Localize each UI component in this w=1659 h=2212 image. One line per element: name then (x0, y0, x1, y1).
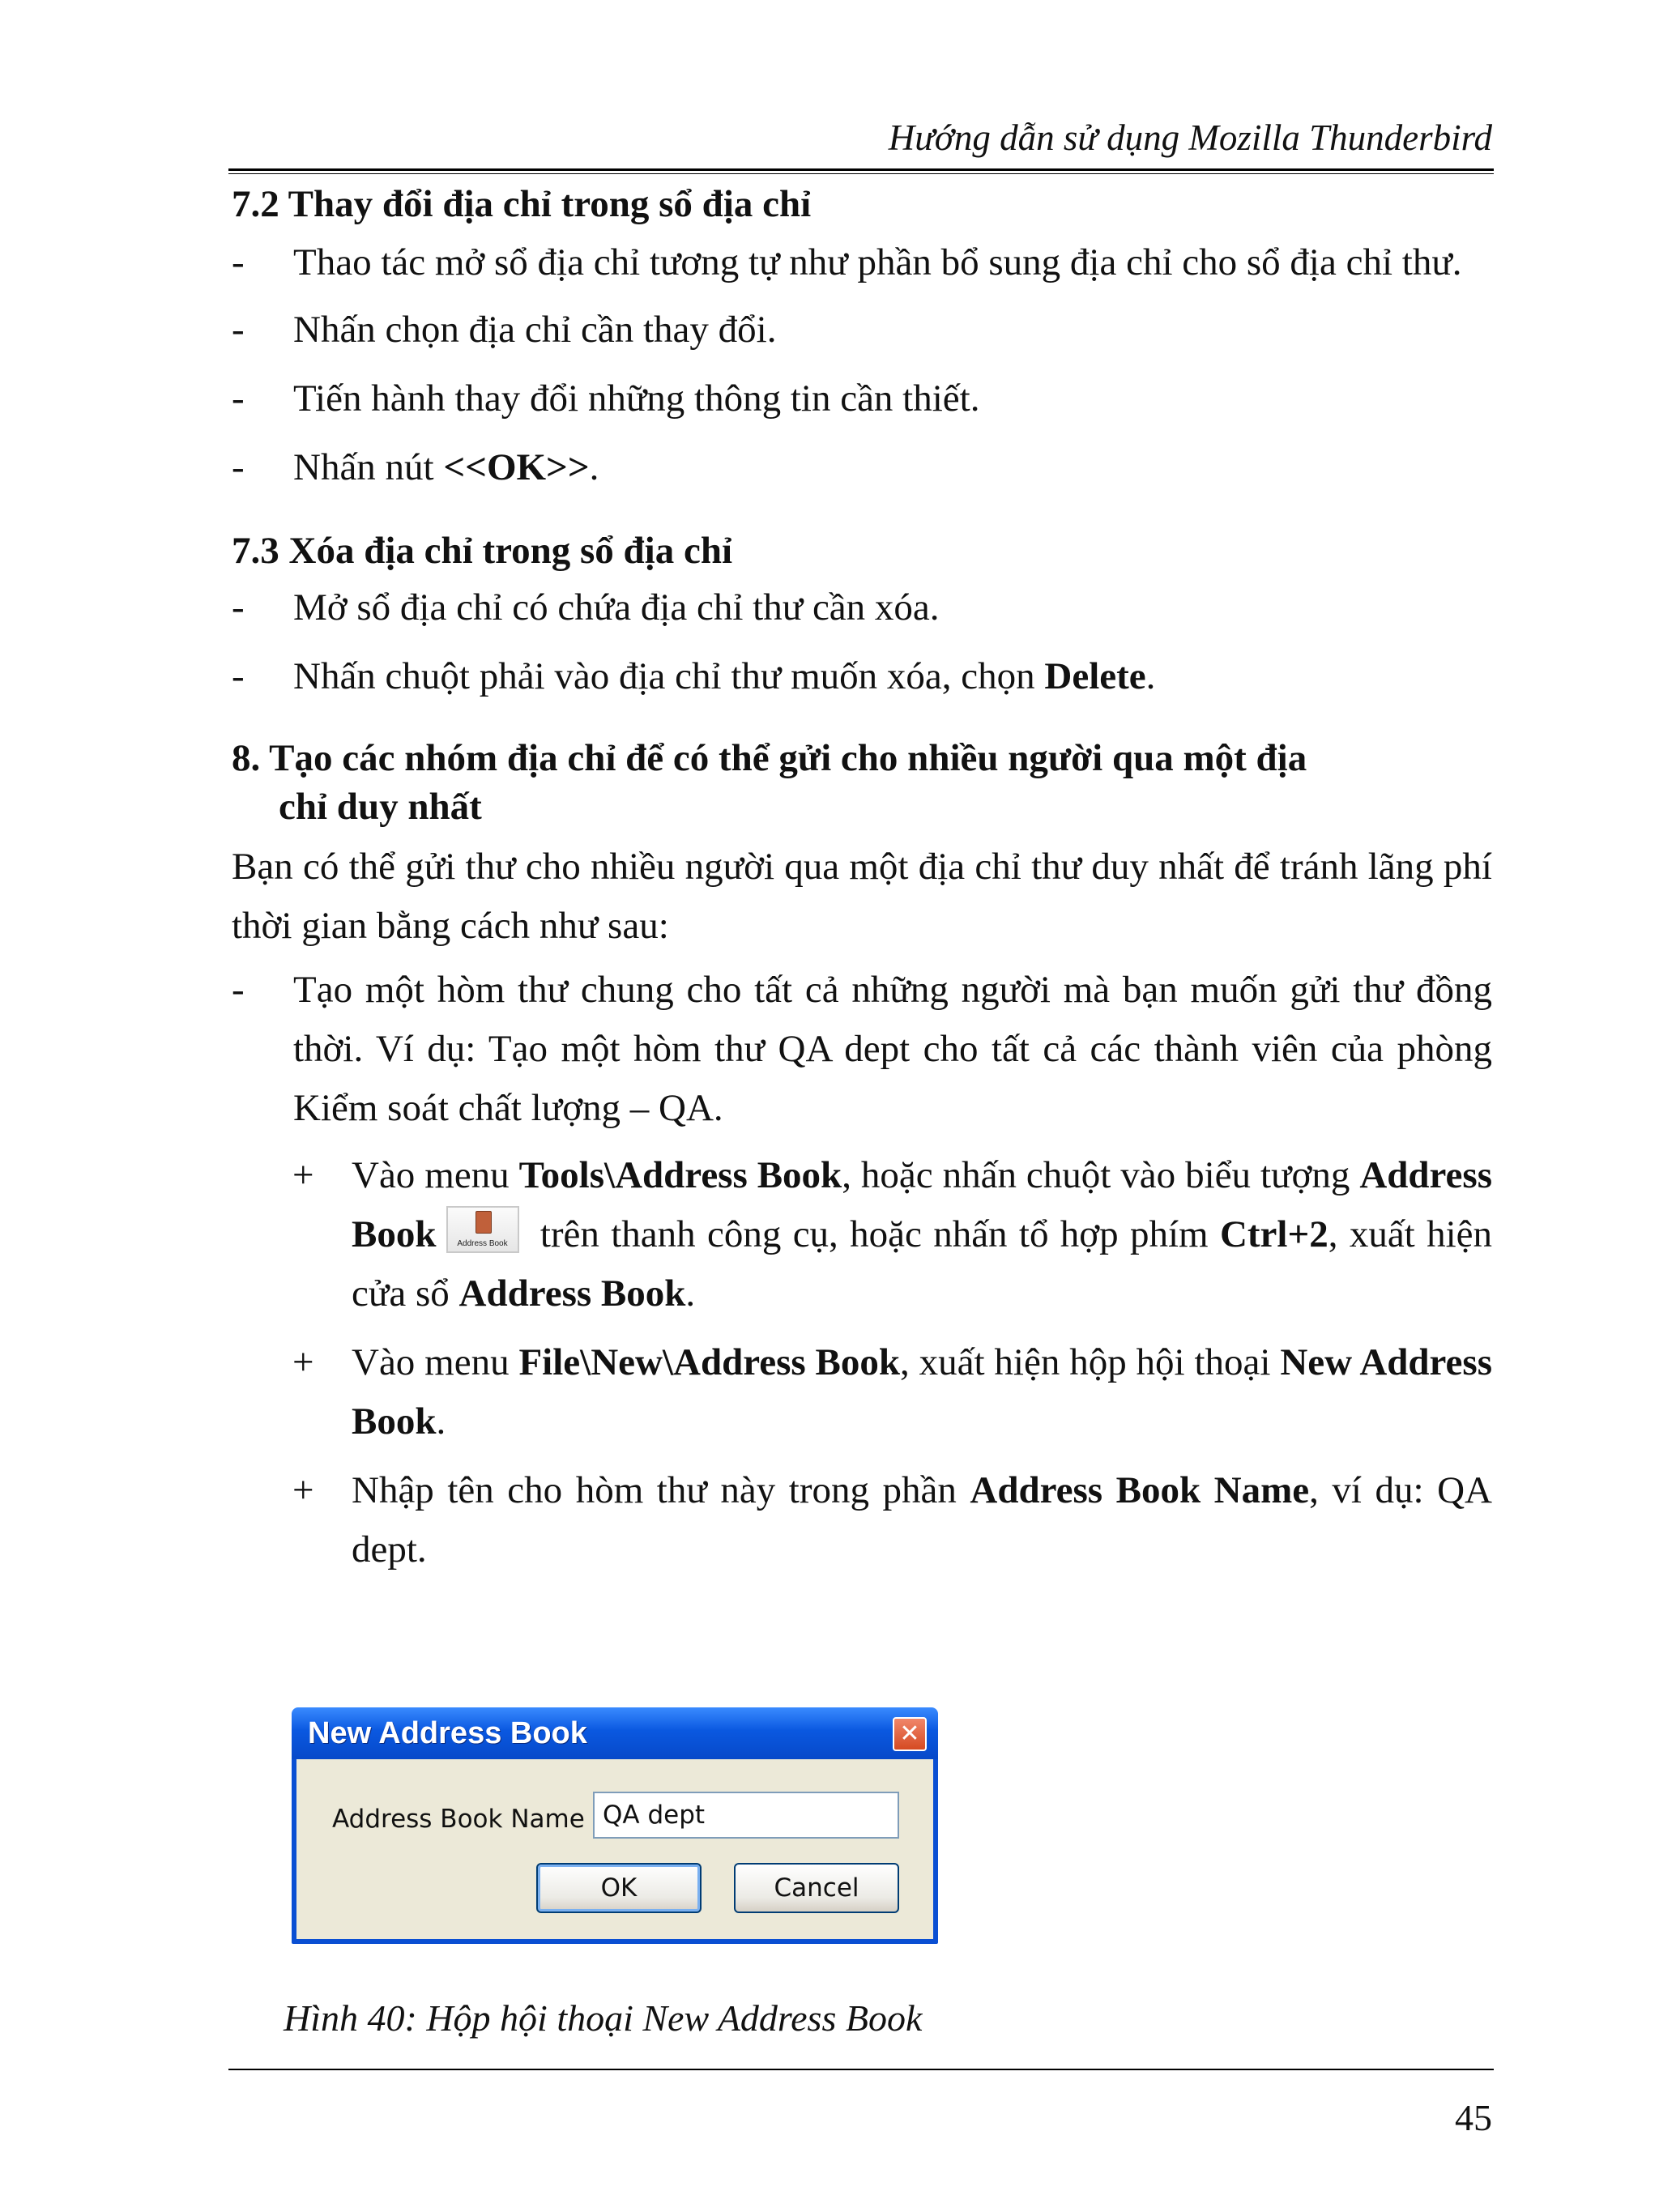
address-book-term: Address Book (458, 1272, 686, 1315)
list-item (232, 578, 1492, 637)
dash-bullet: - (232, 377, 245, 420)
figure-caption: Hình 40: Hộp hội thoại New Address Book (284, 1997, 923, 2039)
dialog-titlebar (292, 1707, 938, 1759)
list-item (232, 1333, 1492, 1451)
list-item (232, 233, 1492, 292)
dash-bullet: - (232, 446, 245, 488)
plus-bullet: + (292, 1341, 314, 1383)
text-run: , hoặc nhấn chuột vào biểu tượng (842, 1154, 1360, 1196)
list-item (232, 1146, 1492, 1323)
delete-term: Delete (1044, 655, 1146, 697)
address-book-name-input[interactable]: QA dept (593, 1792, 899, 1839)
list-item-text: Thao tác mở sổ địa chỉ tương tự như phần bổ sung địa chỉ cho sổ địa chỉ thư. (293, 241, 1462, 283)
dash-bullet: - (232, 655, 245, 697)
dash-bullet: - (232, 241, 245, 283)
address-book-term: Address Book (352, 1154, 1492, 1255)
text-run: . (1145, 655, 1156, 697)
text-run: trên thanh công cụ, hoặc nhấn tổ hợp phím (528, 1213, 1220, 1255)
list-item (232, 369, 1492, 428)
dialog-term: New Address Book (352, 1341, 1492, 1443)
text-run: . (589, 446, 599, 488)
footer-rule (228, 2069, 1494, 2070)
header-rule (228, 168, 1494, 171)
dash-bullet: - (232, 586, 245, 629)
heading-line: 8. Tạo các nhóm địa chỉ để có thể gửi cho nhiều người qua một địa (232, 737, 1307, 779)
list-item (232, 438, 1492, 497)
ok-button[interactable]: OK (536, 1863, 702, 1913)
dialog-body (296, 1759, 933, 1939)
dash-bullet: - (232, 969, 245, 1011)
dash-bullet: - (232, 309, 245, 351)
field-term: Address Book Name (970, 1469, 1310, 1511)
close-icon[interactable]: ✕ (893, 1717, 927, 1751)
text-run: Vào menu (352, 1341, 519, 1383)
list-item (232, 300, 1492, 360)
shortcut-term: Ctrl+2 (1219, 1213, 1328, 1255)
address-book-icon (446, 1206, 519, 1253)
dialog-title: New Address Book (308, 1716, 587, 1750)
menu-path: File\New\Address Book (518, 1341, 901, 1383)
text-run: , xuất hiện hộp hội thoại (900, 1341, 1281, 1383)
section-8-heading (232, 734, 1492, 831)
menu-path: Tools\Address Book (518, 1154, 842, 1196)
text-run: Nhập tên cho hòm thư này trong phần (352, 1469, 970, 1511)
page-content (232, 180, 1492, 1579)
text-run: Vào menu (352, 1154, 519, 1196)
section-7-2-heading: 7.2 Thay đổi địa chỉ trong sổ địa chỉ (232, 183, 812, 225)
page-number: 45 (1455, 2097, 1492, 2138)
address-book-name-label: Address Book Name (332, 1805, 585, 1834)
text-run: . (685, 1272, 696, 1315)
list-item-text: Tiến hành thay đổi những thông tin cần thiết. (293, 377, 980, 420)
text-run: , ví dụ: QA dept. (352, 1469, 1492, 1571)
plus-bullet: + (292, 1154, 314, 1196)
section-7-3-heading: 7.3 Xóa địa chỉ trong sổ địa chỉ (232, 530, 733, 572)
header-rule-thin (228, 173, 1494, 174)
toolbar-icon-label: Address Book (457, 1239, 508, 1248)
book-glyph (476, 1211, 492, 1234)
list-item-text (293, 655, 1155, 697)
intro-paragraph: Bạn có thể gửi thư cho nhiều người qua một địa chỉ thư duy nhất để tránh lãng phí thời gian bằng cách như sau: (232, 846, 1492, 947)
cancel-button[interactable]: Cancel (734, 1863, 899, 1913)
ok-term: <<OK>> (443, 446, 590, 488)
new-address-book-dialog (292, 1707, 938, 1944)
plus-bullet: + (292, 1469, 314, 1511)
text-run: , xuất hiện cửa sổ (352, 1213, 1492, 1315)
list-item (232, 647, 1492, 706)
list-item (232, 961, 1492, 1138)
text-run: Nhấn chuột phải vào địa chỉ thư muốn xóa, chọn (293, 655, 1045, 697)
list-item (232, 1461, 1492, 1579)
running-header: Hướng dẫn sử dụng Mozilla Thunderbird (888, 117, 1492, 158)
text-run: Nhấn nút (293, 446, 444, 488)
list-item-text (293, 446, 599, 488)
list-item-text: Mở sổ địa chỉ có chứa địa chỉ thư cần xóa. (293, 586, 940, 629)
list-item-text: Nhấn chọn địa chỉ cần thay đổi. (293, 309, 777, 351)
list-item-text: Tạo một hòm thư chung cho tất cả những người mà bạn muốn gửi thư đồng thời. Ví dụ: Tạo một hòm thư QA dept cho tất cả các thành viên của phòng Kiểm soát chất lượng – QA. (293, 969, 1492, 1129)
heading-line: chỉ duy nhất (279, 786, 482, 828)
text-run: . (436, 1400, 446, 1443)
